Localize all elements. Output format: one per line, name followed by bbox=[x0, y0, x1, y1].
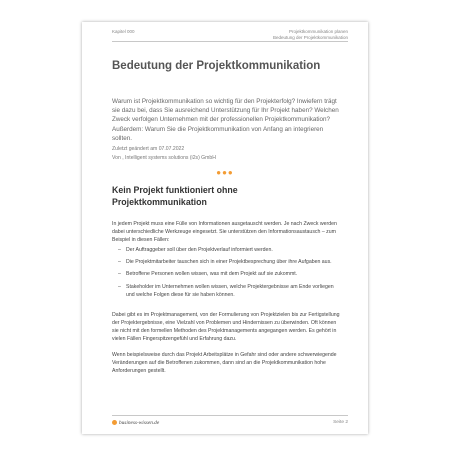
section-divider-dots: ●●● bbox=[216, 168, 234, 177]
logo-dot-icon bbox=[112, 420, 117, 425]
list-item: – Stakeholder im Unternehmen wollen wissen, welche Projektergebnisse am Ende vorliegen und welche Folgen diese für sie haben können. bbox=[126, 283, 342, 299]
author-line: Von , Intelligent systems solutions (i2s) GmbH bbox=[112, 154, 216, 161]
list-item: – Betroffene Personen wollen wissen, was mit dem Projekt auf sie zukommt. bbox=[126, 270, 342, 278]
body-paragraph-1: In jedem Projekt muss eine Fülle von Informationen ausgetauscht werden. Je nach Zweck werden dabei unterschiedliche Werkzeuge eingesetzt. Sie unterstützen den Informationsaustausch – zum Beispiel in diesen Fällen: bbox=[112, 221, 337, 244]
body-paragraph-2: Dabei gibt es im Projektmanagement, von der Formulierung von Projektzielen bis zur Fertigstellung der Projektergebnisse, eine Vielzahl von Problemen und Hindernissen zu überwinden. Oft können sie nicht mit den formellen Methoden des Projektmanagements angegangen werden. Es gehört in vielen Fällen Fingerspitzengefühl und Erfahrung dazu. bbox=[112, 311, 340, 343]
last-updated: Zuletzt geändert am 07.07.2022 bbox=[112, 146, 185, 152]
article-meta bbox=[112, 145, 348, 162]
document-page bbox=[82, 22, 368, 434]
header-line-1: Projektkommunikation planen bbox=[288, 29, 348, 34]
bullet-list bbox=[112, 246, 342, 298]
logo-text: business-wissen.de bbox=[119, 420, 160, 426]
page-number: Seite 2 bbox=[333, 420, 348, 425]
section-heading: Kein Projekt funktioniert ohne Projektkommunikation bbox=[112, 185, 238, 207]
chapter-label: Kapitel 000 bbox=[112, 29, 135, 34]
header-breadcrumb bbox=[273, 29, 348, 41]
footer-logo bbox=[112, 420, 159, 426]
header-line-2: Bedeutung der Projektkommunikation bbox=[272, 35, 348, 40]
footer-divider bbox=[112, 415, 348, 416]
header-divider bbox=[112, 41, 348, 42]
list-item: – Der Auftraggeber soll über den Projektverlauf informiert werden. bbox=[126, 246, 342, 254]
page-title: Bedeutung der Projektkommunikation bbox=[112, 60, 321, 72]
body-text bbox=[112, 220, 342, 375]
body-paragraph-3: Wenn beispielsweise durch das Projekt Arbeitsplätze in Gefahr sind oder andere schwerwiegende Veränderungen auf die Betroffenen zukommen, dann sind an die Projektkommunikation hohe Anforderungen gestellt. bbox=[112, 352, 337, 375]
intro-paragraph: Warum ist Projektkommunikation so wichtig für den Projekterfolg? Inwiefern trägt sie dazu bei, dass Sie ausreichend Unterstützung für Ihr Projekt haben? Welchen Zweck verfolgen Unternehmen mit der professionellen Projektkommunikation? Außerdem: Warum Sie die Projektkommunikation von Anfang an integrieren sollten. bbox=[112, 98, 339, 142]
list-item: – Die Projektmitarbeiter tauschen sich in einer Projektbesprechung über ihre Aufgaben aus. bbox=[126, 258, 342, 266]
